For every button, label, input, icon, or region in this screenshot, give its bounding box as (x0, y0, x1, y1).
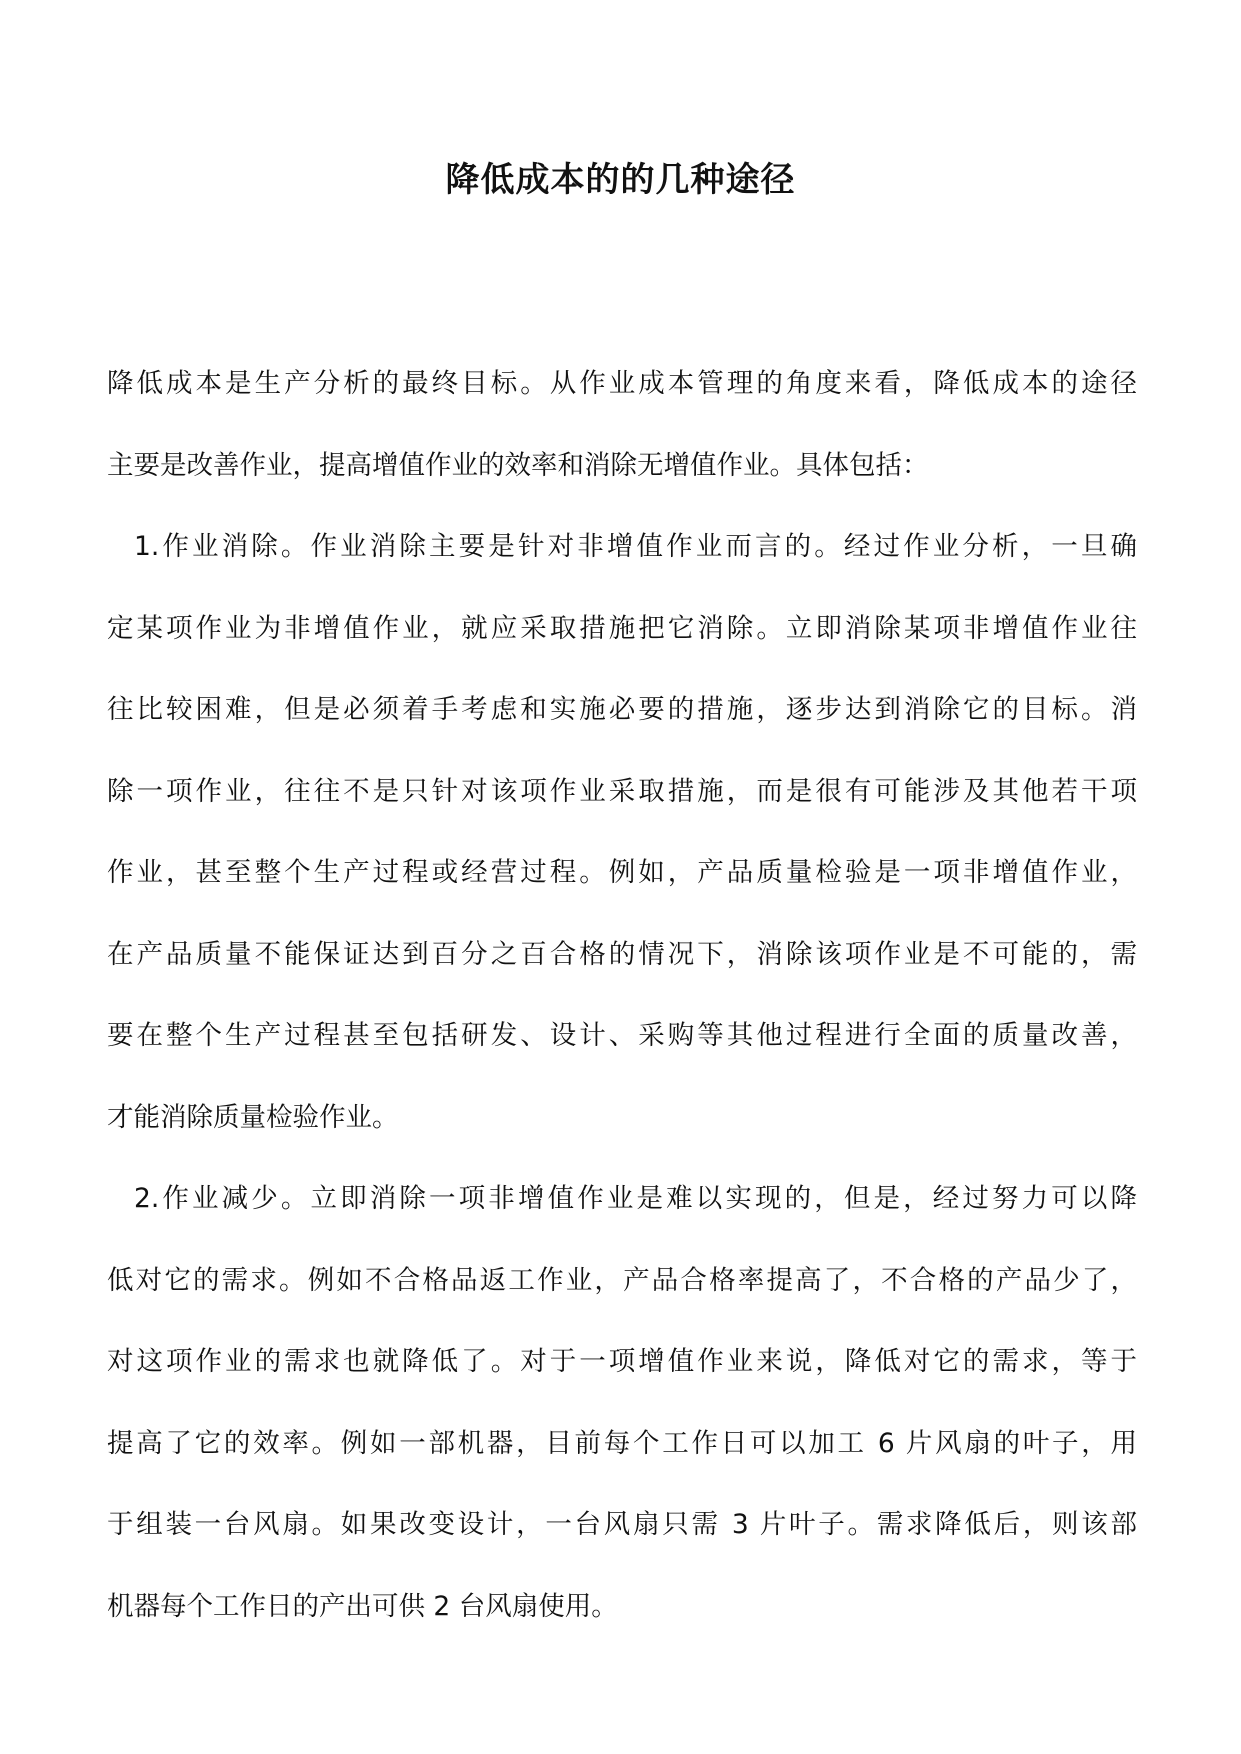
paragraph-line: 低对它的需求。例如不合格品返工作业，产品合格率提高了，不合格的产品少了， (107, 1264, 1137, 1296)
document-title: 降低成本的的几种途径 (445, 160, 796, 200)
paragraph-line: 对这项作业的需求也就降低了。对于一项增值作业来说，降低对它的需求，等于 (107, 1346, 1137, 1377)
paragraph-line: 于组装一台风扇。如果改变设计，一台风扇只需 3 片叶子。需求降低后，则该部 (107, 1509, 1137, 1540)
paragraph-line: 除一项作业，往往不是只针对该项作业采取措施，而是很有可能涉及其他若干项 (107, 775, 1137, 807)
paragraph-line: 主要是改善作业，提高增值作业的效率和消除无增值作业。具体包括： (107, 449, 929, 481)
paragraph-line: 定某项作业为非增值作业，就应采取措施把它消除。立即消除某项非增值作业往 (107, 612, 1137, 644)
paragraph-line: 在产品质量不能保证达到百分之百合格的情况下，消除该项作业是不可能的，需 (107, 938, 1137, 970)
paragraph-line: 才能消除质量检验作业。 (107, 1101, 399, 1133)
paragraph-line: 1.作业消除。作业消除主要是针对非增值作业而言的。经过作业分析，一旦确 (134, 531, 1137, 562)
paragraph-line: 往比较困难，但是必须着手考虑和实施必要的措施，逐步达到消除它的目标。消 (107, 694, 1137, 725)
paragraph-line: 作业，甚至整个生产过程或经营过程。例如，产品质量检验是一项非增值作业， (107, 857, 1137, 888)
paragraph-line: 提高了它的效率。例如一部机器，目前每个工作日可以加工 6 片风扇的叶子，用 (107, 1427, 1137, 1459)
paragraph-line: 2.作业减少。立即消除一项非增值作业是难以实现的，但是，经过努力可以降 (134, 1183, 1137, 1214)
paragraph-line: 要在整个生产过程甚至包括研发、设计、采购等其他过程进行全面的质量改善， (107, 1020, 1137, 1051)
document-body (107, 343, 1137, 1647)
paragraph-line: 机器每个工作日的产出可供 2 台风扇使用。 (107, 1590, 618, 1622)
paragraph-line: 降低成本是生产分析的最终目标。从作业成本管理的角度来看，降低成本的途径 (107, 368, 1137, 399)
